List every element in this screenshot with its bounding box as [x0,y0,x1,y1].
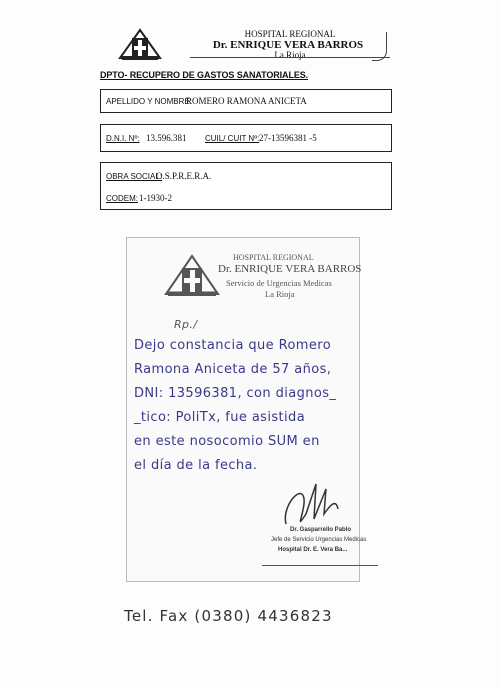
rx-service: Servicio de Urgencias Medicas [226,278,332,288]
codem-label: CODEM: [106,194,138,203]
rx-city: La Rioja [265,289,295,299]
obra-value: O.S.P.R.E.R.A. [156,171,212,181]
rx-line-5: en este nosocomio SUM en [134,434,320,449]
name-value: ROMERO RAMONA ANICETA [186,96,307,106]
rx-line-6: el día de la fecha. [134,458,258,473]
rx-line-3: DNI: 13596381, con diagnos_ [134,386,337,401]
phone-fax: Tel. Fax (0380) 4436823 [124,607,333,625]
dni-box [100,124,392,152]
rx-hospital-name: Dr. ENRIQUE VERA BARROS [218,263,362,275]
department-title: DPTO- RECUPERO DE GASTOS SANATORIALES. [100,70,309,80]
rx-line-1: Dejo constancia que Romero [134,338,332,353]
rx-hospital-label: HOSPITAL REGIONAL [233,253,314,262]
stamp-line-2: Jefe de Servicio Urgencias Medicas [271,537,367,543]
prescription-logo [164,252,220,296]
dni-value: 13.596.381 [146,133,187,143]
name-label: APELLIDO Y NOMBRE: [106,97,192,106]
hospital-label: HOSPITAL REGIONAL [244,29,336,39]
hospital-logo [118,26,162,60]
stamp-line-1: Dr. Gasparrello Pablo [290,527,352,533]
obra-label: OBRA SOCIAL: [106,172,163,181]
rx-symbol: Rp./ [174,318,198,331]
name-box [100,89,392,113]
hospital-city: La Rioja [274,50,306,60]
dni-label: D.N.I. Nº: [106,134,140,143]
rx-line-4: _tico: PoliTx, fue asistida [134,410,306,425]
header-rule [190,57,390,58]
doctor-signature [276,474,356,534]
codem-value: 1-1930-2 [139,193,172,203]
hospital-name: Dr. ENRIQUE VERA BARROS [212,39,364,51]
cuil-value: 27-13596381 -5 [259,133,317,143]
stamp-line-3: Hospital Dr. E. Vera Ba... [278,547,348,553]
rx-bottom-rule [262,565,378,566]
rx-line-2: Ramona Aniceta de 57 años, [134,362,332,377]
obra-box [100,162,392,210]
header-bracket [372,32,387,61]
cuil-label: CUIL/ CUIT Nº: [205,134,260,143]
